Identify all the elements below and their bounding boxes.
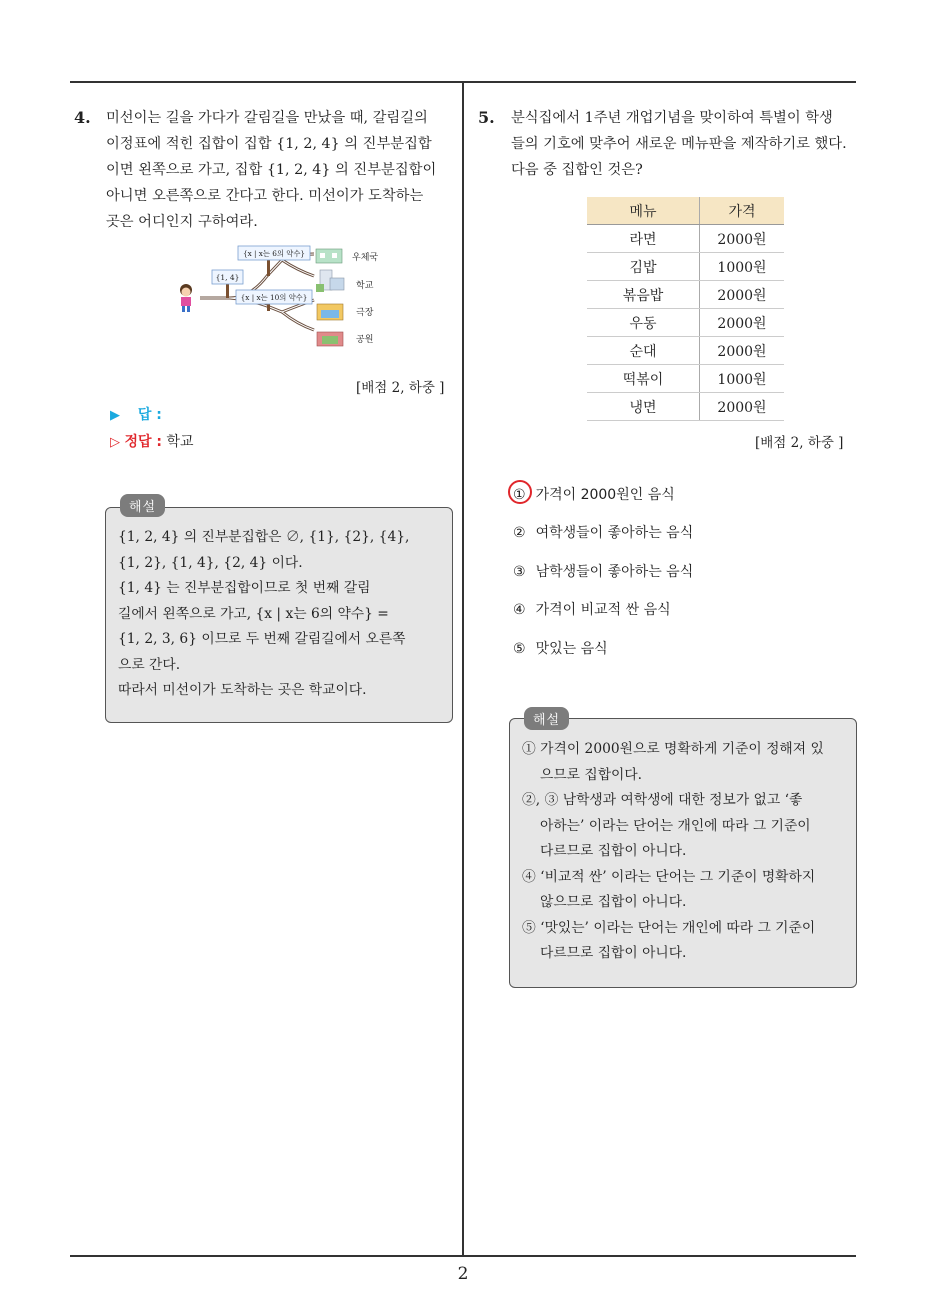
q4-exp-line: 따라서 미선이가 도착하는 곳은 학교이다. (118, 682, 367, 698)
q5-line: 분식집에서 1주년 개업기념을 맞이하여 특별이 학생 (511, 110, 833, 126)
q4-line: 이면 왼쪽으로 가고, 집합 {1, 2, 4} 의 진부분집합이 (106, 162, 437, 178)
q4-exp-line: {1, 2, 3, 6} 이므로 두 번째 갈림길에서 오른쪽 (118, 631, 406, 647)
q4-score: [배점 2, 하중 ] (356, 380, 445, 396)
q5-exp-line: 다르므로 집합이 아니다. (540, 945, 687, 961)
page-number: 2 (457, 1264, 469, 1284)
q5-score: [배점 2, 하중 ] (755, 435, 844, 451)
menu-cell: 냉면 (587, 393, 700, 421)
q4-correct-line (110, 431, 194, 451)
q4-text (106, 105, 436, 235)
q5-line: 다음 중 집합인 것은? (511, 162, 643, 178)
crossroads-figure (172, 240, 394, 355)
q4-line: 곳은 어디인지 구하여라. (106, 214, 258, 230)
choice-text: 가격이 비교적 싼 음식 (535, 602, 671, 618)
price-cell: 2000원 (700, 309, 785, 337)
park-icon (317, 332, 343, 346)
dest-post-office: 우체국 (352, 253, 379, 263)
dest-theater: 극장 (356, 308, 374, 318)
table-row (587, 365, 784, 393)
q5-exp-line: ④ ‘비교적 싼’ 이라는 단어는 그 기준이 명확하지 (522, 868, 816, 885)
q4-line: 미선이는 길을 가다가 갈림길을 만났을 때, 갈림길의 (106, 110, 428, 126)
q5-text (511, 105, 847, 183)
menu-cell: 김밥 (587, 253, 700, 281)
header-menu: 메뉴 (587, 197, 700, 225)
q4-answer-line (110, 404, 162, 424)
q4-exp-line: {1, 2}, {1, 4}, {2, 4} 이다. (118, 554, 303, 571)
correct-answer-label: 정답 : (124, 434, 162, 450)
table-row (587, 225, 784, 253)
choice-symbol: ③ (513, 564, 526, 580)
choice-symbol: ① (513, 487, 526, 503)
choice-text: 맛있는 음식 (535, 641, 608, 657)
table-row (587, 253, 784, 281)
choice-1[interactable] (513, 484, 675, 504)
price-cell: 2000원 (700, 225, 785, 253)
table-header-row (587, 197, 784, 225)
q5-explanation-box (509, 718, 857, 988)
choice-symbol: ② (513, 525, 526, 541)
choice-5[interactable] (513, 638, 608, 658)
choice-3[interactable] (513, 561, 693, 581)
play-arrow-icon: ▶ (110, 408, 120, 423)
q4-exp-line: {1, 4} 는 진부분집합이므로 첫 번째 갈림 (118, 580, 371, 596)
q5-exp-line: 으므로 집합이다. (540, 766, 643, 783)
q5-exp-line: 아하는’ 이라는 단어는 개인에 따라 그 기준이 (540, 817, 811, 834)
q4-exp-line: {1, 2, 4} 의 진부분집합은 ∅, {1}, {2}, {4}, (118, 529, 410, 545)
menu-cell: 우동 (587, 309, 700, 337)
table-row (587, 337, 784, 365)
outline-arrow-icon: ▷ (110, 435, 120, 450)
choice-text: 가격이 2000원인 음식 (535, 487, 675, 503)
q4-explanation-tag: 해설 (120, 494, 165, 517)
dest-school: 학교 (356, 281, 374, 291)
choice-2[interactable] (513, 522, 693, 542)
menu-cell: 순대 (587, 337, 700, 365)
correct-answer-value: 학교 (166, 434, 194, 450)
menu-cell: 떡볶이 (587, 365, 700, 393)
choice-symbol: ⑤ (513, 641, 526, 657)
sign-divisors-6: {x | x는 6의 약수} (242, 249, 306, 258)
post-office-icon (316, 249, 342, 263)
theater-icon (317, 304, 343, 320)
q5-exp-line: ① 가격이 2000원으로 명확하게 기준이 정해져 있 (522, 741, 824, 757)
q5-explanation-tag: 해설 (524, 707, 569, 730)
answer-label: 답 : (137, 407, 162, 423)
girl-icon (180, 284, 192, 312)
choice-text: 남학생들이 좋아하는 음식 (535, 564, 694, 580)
q5-number: 5. (478, 108, 495, 127)
sign-1-4: {1, 4} (215, 273, 240, 282)
choice-4[interactable] (513, 599, 671, 619)
q5-exp-line: ⑤ ‘맛있는’ 이라는 단어는 개인에 따라 그 기준이 (522, 919, 816, 936)
column-divider (462, 82, 464, 1256)
q4-explanation-box (105, 507, 453, 723)
q4-exp-line: 으로 간다. (118, 656, 181, 673)
menu-table (587, 197, 784, 421)
q5-line: 들의 기호에 맞추어 새로운 메뉴판을 제작하기로 했다. (511, 136, 847, 152)
choice-text: 여학생들이 좋아하는 음식 (535, 525, 694, 541)
price-cell: 1000원 (700, 253, 785, 281)
bottom-rule (70, 1255, 856, 1257)
header-price: 가격 (700, 197, 785, 225)
table-row (587, 393, 784, 421)
q4-line: 이정표에 적힌 집합이 집합 {1, 2, 4} 의 진부분집합 (106, 136, 432, 152)
menu-cell: 볶음밥 (587, 281, 700, 309)
price-cell: 1000원 (700, 365, 785, 393)
menu-cell: 라면 (587, 225, 700, 253)
q5-exp-line: ②, ③ 남학생과 여학생에 대한 정보가 없고 ‘좋 (522, 792, 803, 808)
price-cell: 2000원 (700, 337, 785, 365)
q5-exp-line: 다르므로 집합이 아니다. (540, 843, 687, 859)
q4-exp-line: 길에서 왼쪽으로 가고, {x | x는 6의 약수} = (118, 605, 389, 622)
sign-divisors-10: {x | x는 10의 약수} (240, 293, 308, 302)
choice-symbol: ④ (513, 602, 526, 618)
q4-line: 아니면 오른쪽으로 간다고 한다. 미선이가 도착하는 (106, 188, 424, 204)
table-row (587, 309, 784, 337)
q4-number: 4. (74, 108, 91, 127)
table-row (587, 281, 784, 309)
price-cell: 2000원 (700, 393, 785, 421)
price-cell: 2000원 (700, 281, 785, 309)
school-icon (316, 270, 344, 292)
q5-exp-line: 않으므로 집합이 아니다. (540, 894, 687, 910)
dest-park: 공원 (356, 335, 374, 345)
